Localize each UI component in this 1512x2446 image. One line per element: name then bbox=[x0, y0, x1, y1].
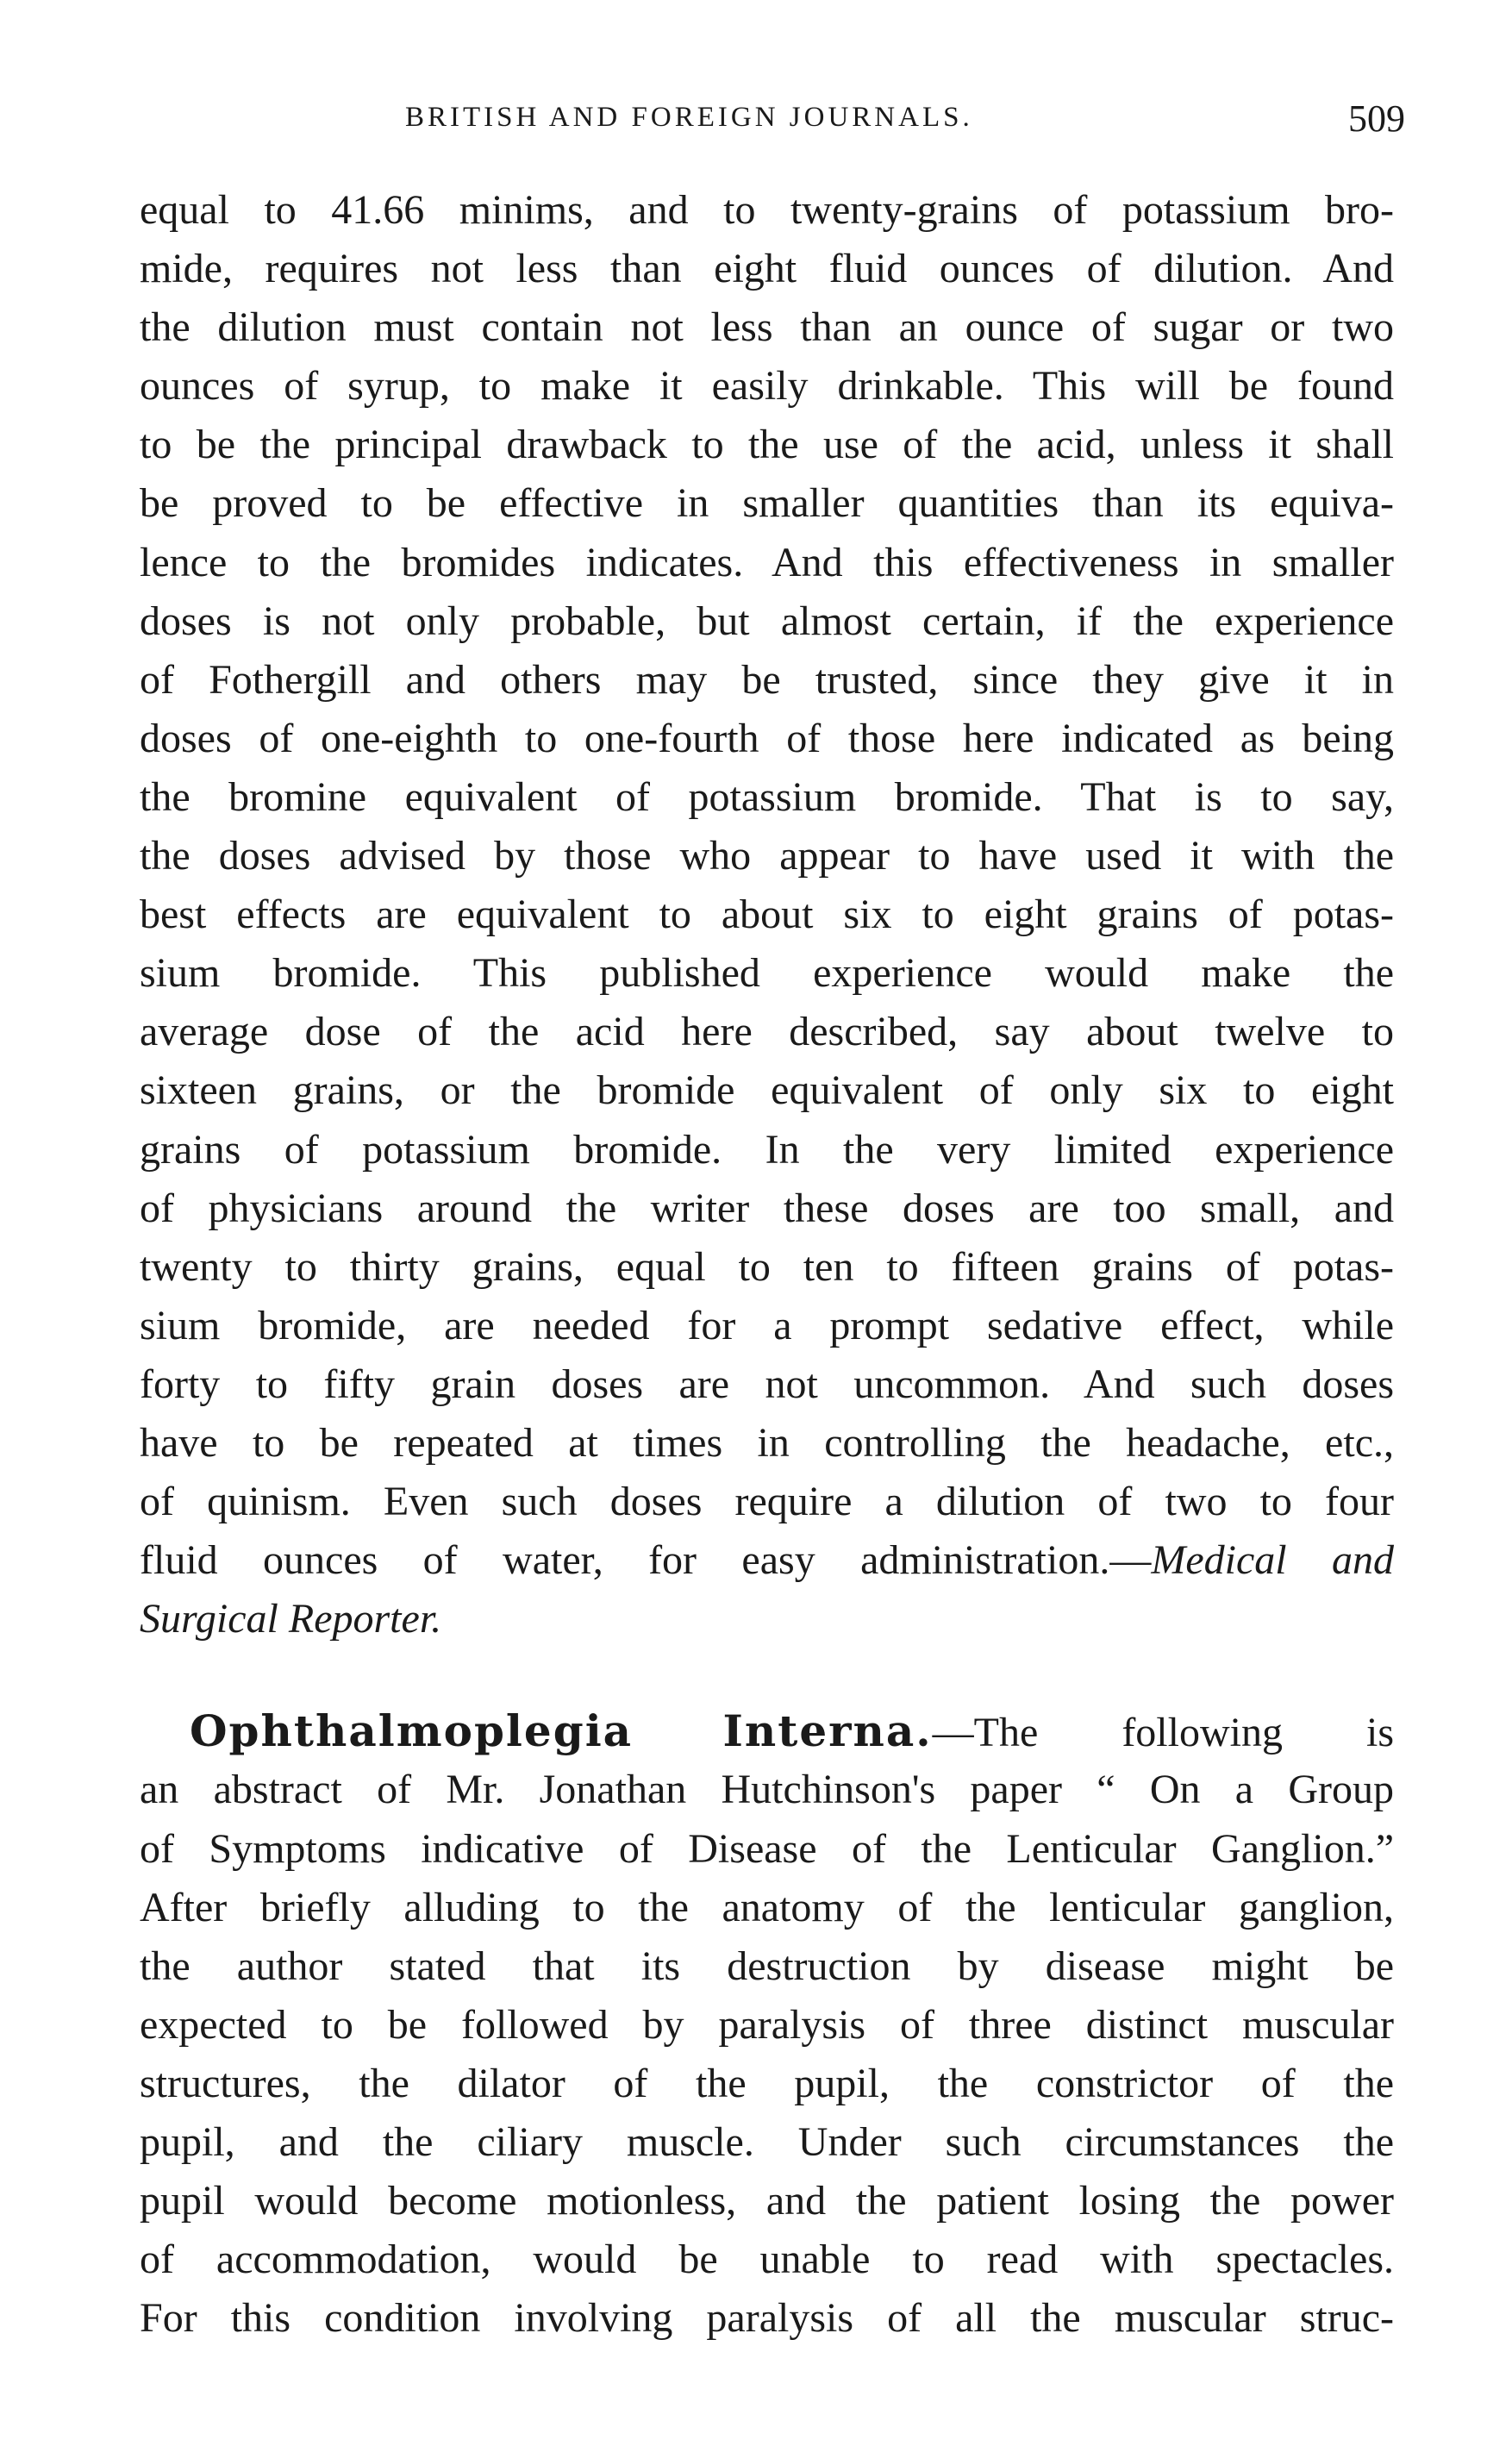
article2-line: the author stated that its destruction by disease might be bbox=[140, 1942, 1394, 1989]
source-citation-part2: Surgical Reporter. bbox=[140, 1596, 442, 1642]
running-head bbox=[138, 97, 1405, 153]
article1-line: of quinism. Even such doses require a dilution of two to four bbox=[140, 1479, 1394, 1525]
article1-line: equal to 41.66 minims, and to twenty-grains of potassium bro- bbox=[140, 187, 1394, 233]
article1-line: grains of potassium bromide. In the very limited experience bbox=[140, 1126, 1394, 1173]
article1-line: to be the principal drawback to the use of the acid, unless it shall bbox=[140, 422, 1394, 468]
article1-line: sium bromide, are needed for a prompt sedative effect, while bbox=[140, 1302, 1394, 1348]
article2-line: an abstract of Mr. Jonathan Hutchinson's paper “ On a Group bbox=[140, 1767, 1394, 1813]
article1-line: sium bromide. This published experience would make the bbox=[140, 950, 1394, 997]
article1-line: the dilution must contain not less than an ounce of sugar or two bbox=[140, 304, 1394, 351]
article1-line: sixteen grains, or the bromide equivalent of only six to eight bbox=[140, 1067, 1394, 1114]
article2-line: After briefly alluding to the anatomy of the lenticular ganglion, bbox=[140, 1884, 1394, 1930]
section-gap bbox=[140, 1648, 1394, 1702]
article1-line: of physicians around the writer these doses are too small, and bbox=[140, 1185, 1394, 1231]
source-citation-part1: Medical and bbox=[1151, 1537, 1394, 1584]
article1-line: lence to the bromides indicates. And this effectiveness in smaller bbox=[140, 539, 1394, 585]
article2-line: pupil would become motionless, and the patient losing the power bbox=[140, 2178, 1394, 2224]
article1-line: the doses advised by those who appear to have used it with the bbox=[140, 833, 1394, 879]
article2-first-line-rest: —The following is bbox=[932, 1710, 1395, 1756]
article1-line: doses of one-eighth to one-fourth of those here indicated as being bbox=[140, 715, 1394, 761]
article1-line: the bromine equivalent of potassium bromide. That is to say, bbox=[140, 773, 1394, 820]
article1-line: doses is not only probable, but almost certain, if the experience bbox=[140, 597, 1394, 644]
article1-line: of Fothergill and others may be trusted, since they give it in bbox=[140, 656, 1394, 703]
article2-heading-line bbox=[140, 1702, 1394, 1761]
article2-line: of Symptoms indicative of Disease of the Lenticular Ganglion.” bbox=[140, 1825, 1394, 1872]
running-title: BRITISH AND FOREIGN JOURNALS. bbox=[405, 102, 973, 133]
article1-line: be proved to be effective in smaller quantities than its equiva- bbox=[140, 480, 1394, 527]
article2-line: expected to be followed by paralysis of three distinct muscular bbox=[140, 2001, 1394, 2048]
article2-line: structures, the dilator of the pupil, the constrictor of the bbox=[140, 2060, 1394, 2106]
article1-line: ounces of syrup, to make it easily drinkable. This will be found bbox=[140, 363, 1394, 410]
article1-last-line-text: fluid ounces of water, for easy administration.— bbox=[140, 1537, 1152, 1584]
page-number: 509 bbox=[1348, 97, 1405, 140]
article2-final-line: For this condition involving paralysis of all the muscular struc- bbox=[140, 2295, 1394, 2342]
article1-line-with-source bbox=[140, 1531, 1394, 1590]
article1-line: twenty to thirty grains, equal to ten to fifteen grains of potas- bbox=[140, 1243, 1394, 1290]
article2-line: of accommodation, would be unable to read with spectacles. bbox=[140, 2236, 1394, 2283]
section-heading: Ophthalmoplegia Interna. bbox=[190, 1705, 933, 1757]
article2-line: pupil, and the ciliary muscle. Under such circumstances the bbox=[140, 2119, 1394, 2165]
article1-line: average dose of the acid here described, say about twelve to bbox=[140, 1009, 1394, 1055]
article1-line: have to be repeated at times in controlling the headache, etc., bbox=[140, 1419, 1394, 1466]
article1-line: best effects are equivalent to about six to eight grains of potas- bbox=[140, 891, 1394, 938]
article1-line: forty to fifty grain doses are not uncommon. And such doses bbox=[140, 1361, 1394, 1407]
article1-line: mide, requires not less than eight fluid ounces of dilution. And bbox=[140, 246, 1394, 292]
article1-source-line bbox=[140, 1590, 1394, 1648]
body-text bbox=[140, 181, 1394, 2348]
